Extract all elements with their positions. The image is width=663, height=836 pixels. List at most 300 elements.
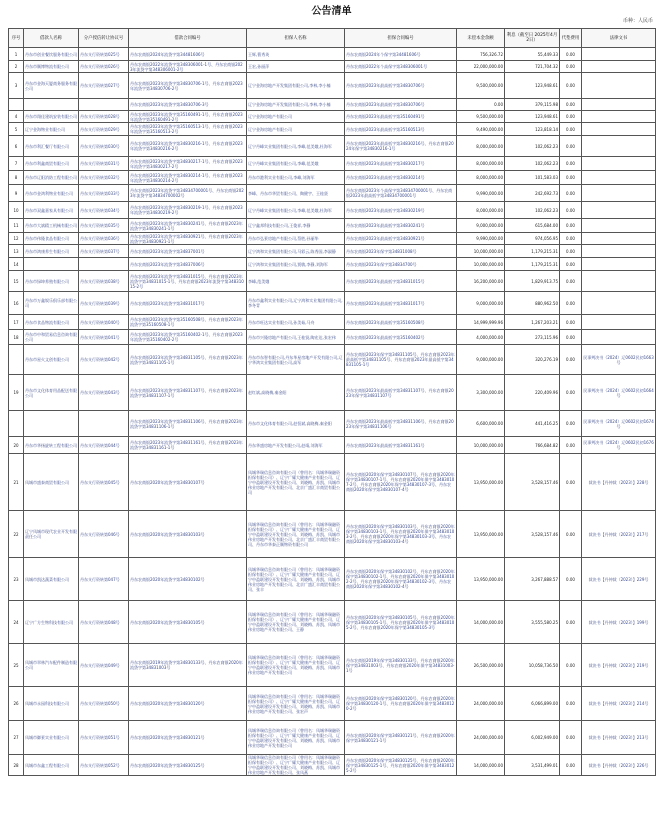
legal-document: 裁决书【丹仲裁（2023）】213号 [582,721,656,755]
row-number: 23 [9,558,24,601]
guarantee-contract: 丹东农商银2023年最高抵字第34830921号 [345,233,457,245]
guarantor-name: 辽宁鑫邦科技有限公司,王俊祥,李静 [247,219,345,233]
interest-amount: 55,449.33 [505,48,560,61]
row-number: 14 [9,258,24,271]
principal-amount: 8,000,000.00 [457,136,505,157]
loan-contract: 丹东农商银2023年流贷字第34831161号、丹东农商银2023年流贷字第34831161-1号 [129,437,247,454]
guarantee-contract: 丹东农商银2019年保字第34830133号、丹东农商银2020年保字第34831003号、丹东农商银2020年保字第34831003-1号 [345,644,457,687]
guarantee-contract: 丹东农商银2020年保字第34830125号、丹东农商银2020年保字第34830125-1号、丹东农商银2020年保字第34830125-2号 [345,755,457,776]
table-row [9,185,656,202]
guarantor-name: 丹东华盛房地产开发有限公司,赵靖,刘海军 [247,437,345,454]
advance-fee: 0.00 [560,411,582,437]
loan-contract: 丹东农商银2023年流贷字第34831017号 [129,292,247,315]
legal-document [582,123,656,136]
principal-amount: 0.00 [457,99,505,111]
header-contract: 借款合同编号 [129,29,247,48]
table-row [9,755,656,776]
guarantee-contract: 丹东农商银2023年最高抵字第35160508号 [345,315,457,330]
interest-amount: 3,267,888.57 [505,558,560,601]
borrower-name: 辽宁广方生物科技有限公司 [24,601,79,644]
row-number: 5 [9,123,24,136]
loan-contract: 丹东农商银2020年流贷字第34830103号 [129,511,247,558]
agreement-number: 丹东支行资转第046号 [79,511,129,558]
loan-contract: 丹东农商银2023年流贷字第34831106号、丹东农商银2023年流贷字第34831106-1号 [129,411,247,437]
row-number: 7 [9,157,24,171]
agreement-number: 丹东支行资转第047号 [79,558,129,601]
legal-document [582,233,656,245]
page-title: 公告清单 [311,6,352,17]
table-row [9,171,656,185]
principal-amount: 6,600,000.00 [457,411,505,437]
guarantee-contract: 丹东农商银2023年最高抵字第34830706号 [345,99,457,111]
legal-document: 裁决书【丹仲裁（2023）】229号 [582,558,656,601]
borrower-name: 丹东市伟隆食品有限公司 [24,233,79,245]
row-number: 8 [9,171,24,185]
principal-amount: 9,000,000.00 [457,345,505,375]
loan-contract: 丹东农商银2023年流贷字第34830706-3号 [129,99,247,111]
loan-contract: 丹东农商银2023年流贷字第35160513-1号、丹东农商银2023年流贷字第35160513-2号 [129,123,247,136]
legal-document [582,185,656,202]
agreement-number [79,258,129,271]
advance-fee: 0.00 [560,644,582,687]
agreement-number: 丹东支行资转第028号 [79,111,129,123]
guarantee-contract: 丹东农商银2023年最高抵字第34830214号 [345,171,457,185]
legal-document: 裁决书【丹仲裁（2023）】228号 [582,454,656,511]
header-borrower: 借款人名称 [24,29,79,48]
guarantee-contract: 丹东农商银2023年最高抵字第35160402号 [345,330,457,345]
row-number: 22 [9,511,24,558]
header-legal: 法律文书 [582,29,656,48]
row-number: 17 [9,315,24,330]
table-row [9,245,656,258]
guarantor-name: 辽宁鸿和实业集团有限公司,马彩云,陈秀国,李淑静 [247,245,345,258]
guarantor-name: 赵红斌,高晓梅,秦金阳 [247,375,345,411]
table-row [9,375,656,411]
principal-amount: 9,990,000.00 [457,185,505,202]
advance-fee: 0.00 [560,157,582,171]
row-number: 25 [9,644,24,687]
principal-amount: 13,950,000.00 [457,511,505,558]
agreement-number [79,99,129,111]
row-number: 26 [9,687,24,721]
table-row [9,454,656,511]
table-row [9,558,656,601]
principal-amount: 24,000,000.00 [457,687,505,721]
borrower-name: 丹东市翔佳建筑安装有限公司 [24,111,79,123]
loan-contract: 丹东农商银2023年流贷字第34830241号、丹东农商银2023年流贷字第34830241-1号 [129,219,247,233]
loan-contract: 丹东农商银2023年流贷字第35160508号、丹东农商银2023年流贷字第35160508-1号 [129,315,247,330]
loan-contract: 丹东农商银2022年流贷字第348306001-1号、丹东农商银2023年流贷字第348306001-2号 [129,61,247,73]
loan-contract: 丹东农商银2023年流贷字第35160402-1号、丹东农商银2023年流贷字第35160402-2号 [129,330,247,345]
row-number: 10 [9,202,24,219]
principal-amount: 24,000,000.00 [457,721,505,755]
guarantor-name: 凤城华瑞信息咨询有限公司（曾用名：凤城华瑞融资担保有限公司）、辽宁广耀大健康产业有限公司、辽宁中盈联建设开发有限公司、刘晓梅、苏凯、凤城市伟业房地产开发有限公司、张凤燕 [247,755,345,776]
borrower-name: 凤城市东鑫工程有限公司 [24,755,79,776]
interest-amount: 1,179,215.31 [505,258,560,271]
loan-contract: 丹东农商银2023年流贷字第34831105号、丹东农商银2023年流贷字第34831105-1号 [129,345,247,375]
guarantor-name: 辽宁金海房地产开发集团有限公司,李林,李小楠 [247,99,345,111]
legal-document [582,202,656,219]
principal-amount: 16,200,000.00 [457,271,505,292]
interest-amount: 123,818.14 [505,123,560,136]
agreement-number: 丹东支行资转第031号 [79,157,129,171]
principal-amount: 13,950,000.00 [457,558,505,601]
borrower-name [24,258,79,271]
advance-fee: 0.00 [560,233,582,245]
borrower-name: 丹东市绿坤养殖有限公司 [24,271,79,292]
guarantor-name: 辽宁金海房地产有限公司 [247,111,345,123]
legal-document [582,157,656,171]
guarantee-contract: 丹东农商银2024年个保字第34481606号 [345,48,457,61]
guarantor-name: 丹东市旺达实业有限公司,孙美茹,马舟 [247,315,345,330]
guarantor-name: 凤城华瑞信息咨询有限公司（曾用名：凤城华瑞融资担保有限公司）、辽宁广耀大健康产业有限公司、辽宁中盈联建设开发有限公司、刘晓梅、苏凯、凤城市伟业房地产开发有限公司、北京广盛汇丰商贸有限公司、丹东市华泰正顺物资有限公司 [247,511,345,558]
guarantor-name: 辽宁丹峰实业集团有限公司,李峰,范美娥,杜海军 [247,202,345,219]
advance-fee: 0.00 [560,375,582,411]
advance-fee: 0.00 [560,755,582,776]
legal-document: 裁决书【丹仲裁（2023）】199号 [582,601,656,644]
guarantee-contract: 丹东农商银2023年最高抵字第34831161号 [345,437,457,454]
legal-document [582,136,656,157]
interest-amount: 441,416.25 [505,411,560,437]
guarantor-name: 李峰,范美娥 [247,271,345,292]
principal-amount: 26,500,000.00 [457,644,505,687]
table-row [9,111,656,123]
interest-amount: 974,056.95 [505,233,560,245]
advance-fee: 0.00 [560,258,582,271]
borrower-name: 丹东市金鸿利物业有限公司 [24,185,79,202]
guarantee-contract: 丹东农商银2020年保字第34830120号、丹东农商银2020年保字第34830120-1号、丹东农商银2020年保字第34830120-2号 [345,687,457,721]
principal-amount: 14,000,000.00 [457,601,505,644]
loan-contract: 丹东农商银2020年流贷字第34830107号 [129,454,247,511]
interest-amount: 379,115.98 [505,99,560,111]
loan-contract: 丹东农商银2020年流贷字第34830120号 [129,687,247,721]
row-number: 28 [9,755,24,776]
principal-amount: 9,500,000.00 [457,111,505,123]
interest-amount: 1,179,215.31 [505,245,560,258]
row-number: 15 [9,271,24,292]
row-number: 24 [9,601,24,644]
borrower-name: 凤城市凯达蔬菜有限公司 [24,558,79,601]
guarantee-contract: 丹东农商银2023年最高抵字第34830219号 [345,202,457,219]
agreement-number: 丹东支行资转第037号 [79,245,129,258]
legal-document [582,61,656,73]
loan-contract: 丹东农商银2023年流贷字第35160491-1号、丹东农商银2023年流贷字第35160491-2号 [129,111,247,123]
loan-contract: 丹东农商银2023年流贷字第34830216-1号、丹东农商银2023年流贷字第34830216-2号 [129,136,247,157]
advance-fee: 0.00 [560,245,582,258]
guarantee-contract: 丹东农商银2023年保字第34831008号 [345,245,457,258]
table-row [9,136,656,157]
interest-amount: 102,062.23 [505,157,560,171]
interest-amount: 10,058,736.50 [505,644,560,687]
interest-amount: 615,684.00 [505,219,560,233]
interest-amount: 273,115.96 [505,330,560,345]
borrower-name: 丹东市星火文创有限公司 [24,345,79,375]
borrower-name: 丹东市万鑫娱乐俱乐部有限公司 [24,292,79,315]
borrower-name: 丹东市金海天厦商务服务有限公司 [24,73,79,99]
legal-document [582,292,656,315]
table-row [9,644,656,687]
row-number: 21 [9,454,24,511]
guarantee-contract: 丹东农商银2023年最高抵字第34831017号 [345,292,457,315]
agreement-number: 丹东支行资转第048号 [79,601,129,644]
table-row [9,123,656,136]
borrower-name: 凤城市翠林汽车配件制造有限公司 [24,644,79,687]
borrower-name: 丹东市中和贸易信息咨询有限公司 [24,330,79,345]
table-row [9,721,656,755]
principal-amount: 9,000,000.00 [457,292,505,315]
borrower-name: 丹东市华扬旋转工程有限公司 [24,437,79,454]
interest-amount: 1,267,203.21 [505,315,560,330]
borrower-name: 丹东市顺博物流有限公司 [24,61,79,73]
agreement-number: 丹东支行资转第035号 [79,219,129,233]
interest-amount: 320,276.19 [505,345,560,375]
loan-contract: 丹东农商银2023年流贷字第34831107号、丹东农商银2023年流贷字第34831107-1号 [129,375,247,411]
principal-amount: 10,000,000.00 [457,437,505,454]
header-guarantee-contract: 担保合同编号 [345,29,457,48]
interest-amount: 6,066,899.00 [505,687,560,721]
advance-fee: 0.00 [560,202,582,219]
agreement-number: 丹东支行资转第041号 [79,330,129,345]
table-row [9,61,656,73]
currency-label: 币种：人民币 [622,18,653,24]
advance-fee: 0.00 [560,73,582,99]
borrower-name: 辽宁凤城市现代农业开发有限责任公司 [24,511,79,558]
interest-amount: 1,829,913.75 [505,271,560,292]
principal-amount: 756,326.72 [457,48,505,61]
agreement-number: 丹东支行资转第030号 [79,136,129,157]
agreement-number: 丹东支行资转第045号 [79,454,129,511]
borrower-name: 凤城市御景实业有限公司 [24,721,79,755]
loan-contract: 丹东农商银2020年流贷字第34830125号 [129,755,247,776]
agreement-number: 丹东支行资转第034号 [79,202,129,219]
borrower-name [24,411,79,437]
advance-fee: 0.00 [560,48,582,61]
advance-fee: 0.00 [560,315,582,330]
guarantee-contract: 丹东农商银2023年最高抵字第34830706号 [345,73,457,99]
principal-amount: 8,000,000.00 [457,171,505,185]
borrower-name [24,99,79,111]
agreement-number: 丹东支行资转第040号 [79,315,129,330]
table-row [9,202,656,219]
loan-contract: 丹东农商银2023年流贷字第34830706-1号、丹东农商银2023年流贷字第34830706-2号 [129,73,247,99]
legal-document [582,219,656,233]
guarantee-contract: 丹东农商银2023年最高抵字第35160491号 [345,111,457,123]
loan-contract: 丹东农商银2020年流贷字第34830105号 [129,601,247,644]
borrower-name: 丹东市双鑫嘉家具有限公司 [24,202,79,219]
guarantee-contract: 丹东农商银2023年最高抵字第34831015号 [345,271,457,292]
table-row [9,258,656,271]
row-number: 12 [9,233,24,245]
header-principal: 未偿本金余额 [457,29,505,48]
interest-amount: 3,555,580.25 [505,601,560,644]
guarantee-contract: 丹东农商银2020年保字第34830105号、丹东农商银2020年保字第34830105-1号、丹东农商银2020年保字第34830105-2号、丹东农商银2020年保字第34830105-3号 [345,601,457,644]
header-guarantor: 担保人名称 [247,29,345,48]
guarantee-contract: 丹东农商银2023年最高抵字第34831107号、丹东农商银2023年保字第34831107号 [345,375,457,411]
loan-contract: 丹东农商银2023年流贷字第34830219-1号、丹东农商银2023年流贷字第34830219-2号 [129,202,247,219]
principal-amount: 3,300,000.00 [457,375,505,411]
row-number [9,99,24,111]
principal-amount: 13,950,000.00 [457,454,505,511]
loan-contract: 丹东农商银2023年流贷字第34830214-1号、丹东农商银2023年流贷字第34830214-2号 [129,171,247,185]
principal-amount: 9,000,000.00 [457,219,505,233]
table-row [9,48,656,61]
row-number: 6 [9,136,24,157]
table-row [9,73,656,99]
loan-contract: 丹东农商银2023年流贷字第34830217-1号、丹东农商银2023年流贷字第34830217-2号 [129,157,247,171]
interest-amount: 220,409.96 [505,375,560,411]
principal-amount: 10,000,000.00 [457,258,505,271]
loan-contract: 丹东农商银2023年流贷字第34830921号、丹东农商银2023年流贷字第34830921-1号 [129,233,247,245]
principal-amount: 14,999,999.96 [457,315,505,330]
legal-document: 民事判决书（2024）辽0602民初1664号 [582,375,656,411]
borrower-name: 丹东市文化体育用品配送有限公司 [24,375,79,411]
row-number: 9 [9,185,24,202]
interest-amount: 880,962.50 [505,292,560,315]
loan-contract: 丹东农商银2020年流贷字第34830102号 [129,558,247,601]
row-number: 4 [9,111,24,123]
guarantor-name: 凤城华瑞信息咨询有限公司（曾用名：凤城华瑞融资担保有限公司）、辽宁广耀大健康产业有限公司、辽宁中盈联建设开发有限公司、刘晓梅、苏凯、凤城市伟业房地产开发有限公司 [247,644,345,687]
principal-amount: 9,990,000.00 [457,233,505,245]
advance-fee: 0.00 [560,61,582,73]
agreement-number: 丹东支行资转第049号 [79,644,129,687]
advance-fee: 0.00 [560,558,582,601]
agreement-number: 丹东支行资转第029号 [79,123,129,136]
advance-fee: 0.00 [560,271,582,292]
guarantee-contract: 丹东农商银2023年保字第34831105号、丹东农商银2023年最高抵字第34831105号、丹东农商银2023年最高抵字第34831105-1号 [345,345,457,375]
legal-document: 裁决书【丹仲裁（2023）】226号 [582,755,656,776]
guarantor-name: 丹东市文化体育有限公司,赵恒斌,高晓梅,秦金阳 [247,411,345,437]
guarantee-contract: 丹东农商银2020年保字第34830107号、丹东农商银2020年保字第34830107-1号、丹东农商银2020年保字第34830107-2号、丹东农商银2020年保字第34830107-3号、丹东农商银2020年保字第34830107-4号 [345,454,457,511]
agreement-number: 丹东支行资转第039号 [79,292,129,315]
table-row [9,219,656,233]
table-row [9,411,656,437]
guarantor-name: 王辉,曹秀英 [247,48,345,61]
guarantor-name: 丹东市兴隆房地产有限公司,王桂贤,陶宏达,张宏伟 [247,330,345,345]
guarantee-contract: 丹东农商银2023年个高保字第34834700001号、丹东农商银2023年最高抵字第34834700001号 [345,185,457,202]
guarantee-contract: 丹东农商银2023年最高抵字第34830216号、丹东农商银2024年保字第34830216-1号 [345,136,457,157]
interest-amount: 3,528,157.46 [505,454,560,511]
interest-amount: 3,528,157.46 [505,511,560,558]
advance-fee: 0.00 [560,111,582,123]
legal-document [582,258,656,271]
row-number: 27 [9,721,24,755]
agreement-number: 丹东支行资转第025号 [79,48,129,61]
guarantor-name: 王宏,孙丽萍 [247,61,345,73]
guarantor-name: 辽宁鸿和实业集团有限公司,贾敏,李静,刘海军 [247,258,345,271]
agreement-number: 丹东支行资转第050号 [79,687,129,721]
row-number: 3 [9,73,24,99]
agreement-number: 丹东支行资转第033号 [79,185,129,202]
legal-document: 裁决书【丹仲裁（2023）】219号 [582,644,656,687]
guarantor-name: 辽宁金海房地产有限公司 [247,123,345,136]
legal-document [582,171,656,185]
legal-document: 民事判决书（2024）辽0602民初1663号 [582,345,656,375]
guarantor-name: 辽宁丹峰实业集团有限公司,李峰,范美娥 [247,157,345,171]
table-row [9,687,656,721]
borrower-name: 丹东市利汇餐厅有限公司 [24,136,79,157]
guarantor-name: 丹东市弘景房地产有限公司,蔡胜,孙丽华 [247,233,345,245]
legal-document: 裁决书【丹仲裁（2023）】214号 [582,687,656,721]
legal-document [582,271,656,292]
header-agreement: 分户授信转让协议号 [79,29,129,48]
loan-contract: 丹东农商银2024年流贷字第34481606号 [129,48,247,61]
guarantor-name: 凤城华瑞信息咨询有限公司（曾用名：凤城华瑞融资担保有限公司）、辽宁广耀大健康产业有限公司、辽宁中盈联建设开发有限公司、刘晓梅、苏凯、凤城市伟业房地产开发有限公司、王静 [247,601,345,644]
advance-fee: 0.00 [560,721,582,755]
guarantee-contract: 丹东农商银2023年最高抵字第34830217号 [345,157,457,171]
borrower-name: 丹东市利鑫商贸有限公司 [24,157,79,171]
interest-amount: 766,684.82 [505,437,560,454]
advance-fee: 0.00 [560,345,582,375]
principal-amount: 8,000,000.00 [457,202,505,219]
guarantor-name: 凤城华瑞信息咨询有限公司（曾用名：凤城华瑞融资担保有限公司）、辽宁广耀大健康产业有限公司、辽宁中盈联建设开发有限公司、刘晓梅、苏凯、凤城市伟业房地产开发有限公司、张宏声 [247,687,345,721]
borrower-name: 辽宁金海物业有限公司 [24,123,79,136]
advance-fee: 0.00 [560,292,582,315]
borrower-name: 丹东市创业餐饮服务有限公司 [24,48,79,61]
guarantor-name: 丹东市鑫利实业有限公司,辽宁鸿和实业集团有限公司,李冬青 [247,292,345,315]
agreement-number: 丹东支行资转第043号 [79,375,129,411]
row-number: 11 [9,219,24,233]
borrower-name: 丹东市辽阳消防工程有限公司 [24,171,79,185]
interest-amount: 721,704.32 [505,61,560,73]
guarantee-contract: 丹东农商银2020年保字第34830103号、丹东农商银2020年保字第34830103-1号、丹东农商银2020年保字第34830103-2号、丹东农商银2020年保字第34830103-3号、丹东农商银2020年保字第34830103-4号 [345,511,457,558]
guarantor-name: 凤城华瑞信息咨询有限公司（曾用名：凤城华瑞融资担保有限公司）、辽宁广耀大健康产业有限公司、辽宁中盈联建设开发有限公司、刘晓梅、苏凯、凤城市伟业房地产开发有限公司、北京广盛汇丰商贸有限公司 [247,454,345,511]
legal-document [582,245,656,258]
loan-contract: 丹东农商银2023年流贷字第34837001号 [129,245,247,258]
loan-contract: 丹东农商银2020年流贷字第34830121号 [129,721,247,755]
interest-amount: 101,583.03 [505,171,560,185]
table-row [9,330,656,345]
advance-fee: 0.00 [560,601,582,644]
agreement-number: 丹东支行资转第051号 [79,721,129,755]
borrower-name: 凤城市盛泰商贸有限公司 [24,454,79,511]
guarantee-contract: 丹东农商银2023年最高抵字第34830241号 [345,219,457,233]
announcement-table [8,28,656,776]
row-number: 18 [9,330,24,345]
guarantee-contract: 丹东农商银2023年最高抵字第34831106号、丹东农商银2023年保字第34831106号 [345,411,457,437]
legal-document [582,48,656,61]
header-fee: 代垫费用 [560,29,582,48]
agreement-number: 丹东支行资转第026号 [79,61,129,73]
legal-document: 裁决书【丹仲裁（2023）】217号 [582,511,656,558]
table-row [9,157,656,171]
advance-fee: 0.00 [560,171,582,185]
advance-fee: 0.00 [560,99,582,111]
row-number: 16 [9,292,24,315]
principal-amount: 10,000,000.00 [457,245,505,258]
borrower-name: 丹东市鸿康养生有限公司 [24,245,79,258]
loan-contract: 丹东农商银2019年流贷字第34830133号、丹东农商银2020年流贷字第34831003号 [129,644,247,687]
row-number: 13 [9,245,24,258]
principal-amount: 8,000,000.00 [457,157,505,171]
advance-fee: 0.00 [560,136,582,157]
guarantee-contract: 丹东农商银2023年保字第34834700号 [345,258,457,271]
advance-fee: 0.00 [560,219,582,233]
guarantor-name: 李峰、丹东市华贸有限公司、陶健宇、王桂贤 [247,185,345,202]
guarantor-name: 凤城华瑞信息咨询有限公司（曾用名：凤城华瑞融资担保有限公司）、辽宁广耀大健康产业有限公司、辽宁中盈联建设开发有限公司、刘晓梅、苏凯、凤城市伟业房地产开发有限公司 [247,721,345,755]
principal-amount: 22,000,000.00 [457,61,505,73]
table-row [9,511,656,558]
borrower-name: 丹东市大斌精工机械有限公司 [24,219,79,233]
loan-contract: 丹东农商银2023年流贷字第34834700001号、丹东农商银2023年流贷字第34834700002号 [129,185,247,202]
legal-document [582,99,656,111]
table-row [9,233,656,245]
agreement-number: 丹东支行资转第027号 [79,73,129,99]
agreement-number: 丹东支行资转第044号 [79,437,129,454]
agreement-number: 丹东支行资转第038号 [79,271,129,292]
guarantee-contract: 丹东农商银2020年保字第34830121号、丹东农商银2020年保字第34830121-1号 [345,721,457,755]
row-number: 19 [9,375,24,411]
legal-document [582,330,656,345]
